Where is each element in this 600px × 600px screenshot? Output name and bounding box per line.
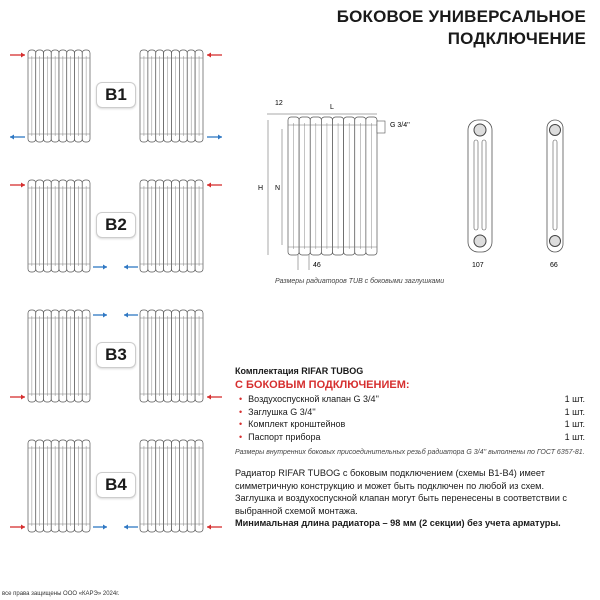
- scheme-label: B1: [96, 82, 136, 108]
- supply-arrow-icon: [207, 183, 222, 188]
- supply-arrow-icon: [207, 53, 222, 58]
- description: Радиатор RIFAR TUBOG с боковым подключением (схемы B1-B4) имеет симметричную конструкцию и может быть подключен по любой из схем. Заглушка и воздухоспускной клапан могут быть перенесены в соответствии с выбранной схемой монтажа. Минимальная длина радиатора – 98 мм (2 секции) без учета арматуры.: [235, 468, 567, 528]
- dim-46: 46: [313, 262, 321, 269]
- scheme-b3: [0, 308, 230, 408]
- return-arrow-icon: [207, 135, 222, 140]
- bullet-icon: •: [239, 394, 243, 404]
- dim-n: N: [275, 185, 281, 192]
- scheme-label: B3: [96, 342, 136, 368]
- scheme-label: B4: [96, 472, 136, 498]
- dim-66: 66: [550, 262, 558, 269]
- dim-107: 107: [472, 262, 484, 269]
- supply-arrow-icon: [10, 53, 25, 58]
- return-arrow-icon: [93, 265, 107, 270]
- kit-item: • Заглушка G 3/4'' 1 шт.: [239, 406, 585, 417]
- radiator-dimension-drawing: [250, 95, 600, 275]
- scheme-b2: [0, 178, 230, 278]
- dim-h: H: [258, 185, 264, 192]
- scheme-b1: [0, 48, 230, 148]
- copyright: все права защищены ООО «КАРЭ» 2024г.: [2, 591, 120, 597]
- return-arrow-icon: [124, 525, 138, 530]
- scheme-b4: [0, 438, 230, 538]
- drawing-caption: Размеры радиаторов TUB с боковыми заглушками: [275, 278, 445, 285]
- kit-note: Размеры внутренних боковых присоединительных резьб радиатора G 3/4'' выполнены по ГОСТ 6357-81.: [235, 449, 585, 456]
- return-arrow-icon: [10, 135, 25, 140]
- return-arrow-icon: [124, 265, 138, 270]
- page-title: БОКОВОЕ УНИВЕРСАЛЬНОЕ ПОДКЛЮЧЕНИЕ: [336, 7, 586, 48]
- thread-size: G 3/4'': [390, 122, 410, 129]
- bullet-icon: •: [239, 406, 243, 417]
- supply-arrow-icon: [10, 395, 25, 400]
- dim-12: 12: [275, 100, 283, 107]
- supply-arrow-icon: [10, 525, 25, 530]
- scheme-label: B2: [96, 212, 136, 238]
- kit-subheading: С БОКОВЫМ ПОДКЛЮЧЕНИЕМ:: [235, 379, 410, 391]
- kit-item: • Воздухоспускной клапан G 3/4'' 1 шт.: [239, 394, 585, 404]
- kit-heading: Комплектация RIFAR TUBOG: [235, 366, 364, 376]
- bullet-icon: •: [239, 431, 243, 442]
- dim-l: L: [330, 104, 334, 111]
- supply-arrow-icon: [207, 395, 222, 400]
- return-arrow-icon: [93, 313, 107, 318]
- return-arrow-icon: [93, 525, 107, 530]
- return-arrow-icon: [124, 313, 138, 318]
- supply-arrow-icon: [10, 183, 25, 188]
- kit-section: [235, 366, 585, 456]
- bullet-icon: •: [239, 419, 243, 429]
- kit-item: • Комплект кронштейнов 1 шт.: [239, 419, 585, 429]
- kit-item: • Паспорт прибора 1 шт.: [239, 431, 585, 442]
- supply-arrow-icon: [207, 525, 222, 530]
